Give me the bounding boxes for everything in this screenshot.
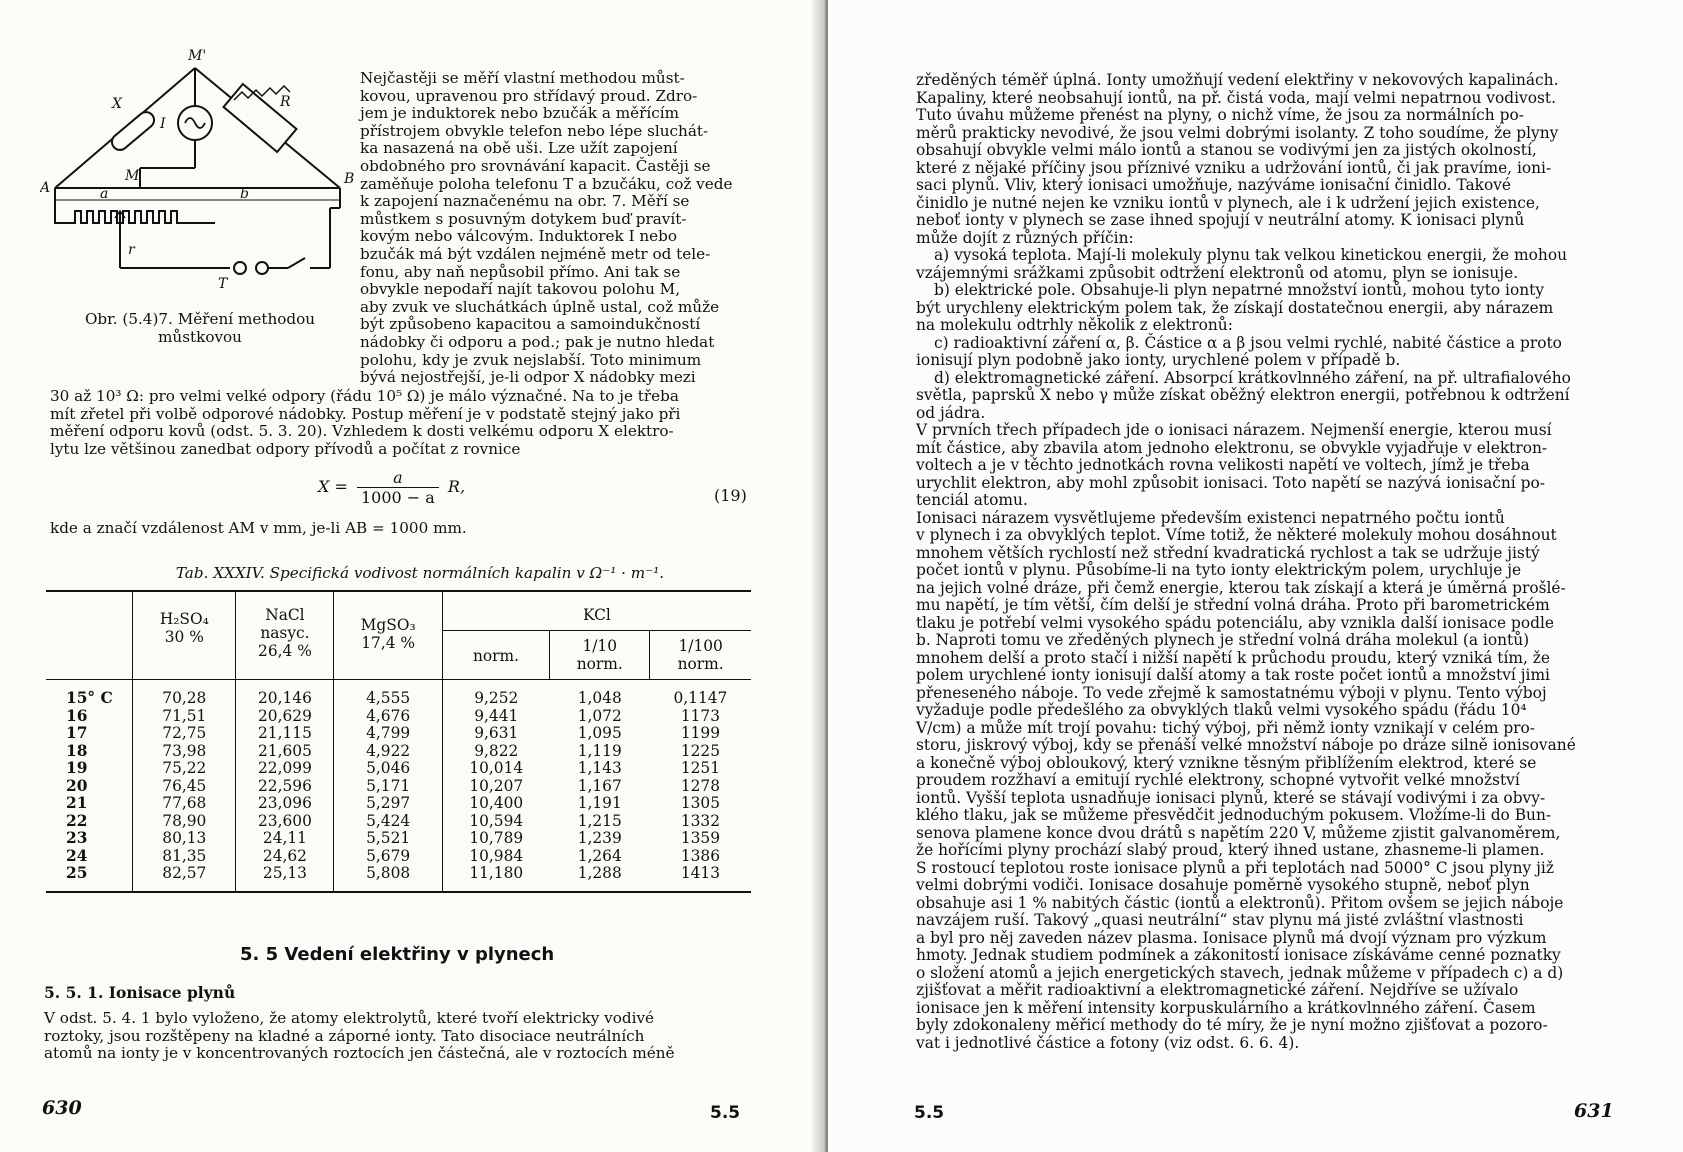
text-line: c) radioaktivní záření α, β. Částice α a β jsou velmi rychlé, nabité částice a proto — [934, 333, 1562, 352]
text-line: mnohem větších rychlostí než střední kvadratická rychlost a tak se udržuje jistý — [916, 543, 1540, 562]
label-r: R — [280, 94, 291, 110]
intro-paragraph — [360, 70, 750, 387]
section-title: 5. 5 Vedení elektřiny v plynech — [240, 944, 555, 965]
table-header-text: norm. — [576, 655, 623, 673]
right-page-text — [916, 72, 1634, 1052]
table-cell: 1,288 — [577, 864, 622, 882]
table-cell: 81,35 — [133, 848, 236, 866]
label-t: T — [218, 276, 228, 292]
table-cell: 5,424 — [334, 813, 442, 831]
table-cell: 21 — [46, 795, 133, 813]
table-cell: 22,099 — [236, 760, 334, 778]
table-header-kcl-100 — [650, 631, 751, 680]
text-line: přeneseného náboje. To vede zřejmě k samostatnému výboji v plynu. Tento výboj — [916, 683, 1547, 702]
text-line: mu napětí, je tím větší, čím delší je střední volná dráha. Proto při barometrickém — [916, 596, 1550, 614]
label-b: b — [240, 186, 249, 202]
running-section: 5.5 — [710, 1103, 741, 1123]
running-section: 5.5 — [914, 1103, 945, 1123]
text-line: b) elektrické pole. Obsahuje-li plyn nepatrné množství iontů, mohou tyto ionty — [934, 281, 1545, 299]
text-line: bývá nejostřejší, je-li odpor X nádobky mezi — [360, 368, 696, 387]
table-cell: 10,014 — [469, 759, 524, 777]
table-cell: 23,096 — [236, 795, 334, 813]
equation-number: (19) — [714, 486, 747, 505]
text-line: byly zdokonaleny měřicí methody do té míry, že je nyní možno zjišťovat a pozoro- — [916, 1016, 1548, 1034]
table-cell: 24,11 — [236, 830, 334, 848]
table-cell: 0,1147 — [673, 689, 728, 707]
table-cell: 24,62 — [236, 848, 334, 866]
table-cell: 78,90 — [133, 813, 236, 831]
table-cell: 5,808 — [334, 865, 442, 892]
label-a: a — [100, 186, 109, 202]
table-cell: 1278 — [680, 776, 720, 795]
text-line: můstkem s posuvným dotykem buď pravít- — [360, 209, 687, 228]
table-cell: 20,146 — [236, 680, 334, 708]
figure-caption — [50, 310, 350, 346]
label-x: X — [112, 96, 122, 112]
text-line: proudem rozžhaví a emitují rychlé elektrony, schopné vytvořit velké množství — [916, 771, 1520, 789]
text-line: V odst. 5. 4. 1 bylo vyloženo, že atomy elektrolytů, které tvoří elektricky vodivé — [44, 1009, 655, 1027]
table-cell: 72,75 — [133, 725, 236, 743]
text-line: storu, jiskrový výboj, kdy se přenáší velké množství náboje po dráze silně ionisované — [916, 736, 1576, 754]
text-line: Nejčastěji se měří vlastní methodou můst- — [360, 69, 685, 87]
figure-caption-line: Obr. (5.4)7. Měření methodou — [84, 310, 316, 328]
table-cell: 1,215 — [577, 811, 622, 830]
page-number: 631 — [1574, 1100, 1614, 1122]
table-cell: 1,264 — [577, 846, 622, 865]
table-cell: 70,28 — [133, 680, 236, 708]
text-line: zaměňuje poloha telefonu T a bzučáku, což vede — [360, 174, 733, 193]
table-caption: Tab. XXXIV. Specifická vodivost normálních kapalin v Ω⁻¹ · m⁻¹. — [175, 564, 665, 582]
table-cell: 22 — [46, 813, 133, 831]
table-cell: 5,679 — [334, 848, 442, 866]
text-line: může dojít z různých příčin: — [916, 228, 1134, 247]
text-line: voltech a je v těchto jednotkách rovna velikosti napětí ve voltech, jímž je třeba — [916, 456, 1530, 474]
table-cell: 18 — [46, 743, 133, 761]
table-body — [46, 680, 751, 892]
text-line: být urychleny elektrickým polem tak, že získají dostatečnou energii, aby nárazem — [916, 298, 1554, 317]
table-cell: 1,191 — [577, 794, 622, 812]
text-line: činidlo je nutné nejen ke vzniku iontů v plynech, ale i k udržení jejich existence, — [916, 193, 1540, 212]
label-m-top: M' — [188, 48, 207, 64]
text-line: počet iontů v plynu. Působíme-li na tyto ionty elektrickým polem, urychluje je — [916, 561, 1522, 579]
text-line: o složení atomů a jejich energetických stavech, jednak můžeme v případech c) a d) — [916, 963, 1564, 982]
text-line: a) vysoká teplota. Mají-li molekuly plynu tak velkou kinetickou energii, že mohou — [934, 246, 1568, 264]
table-header-temp — [46, 591, 133, 680]
text-line: jem je induktorek nebo bzučák a měřícím — [360, 104, 680, 123]
table-cell: 25 — [46, 865, 133, 892]
table-header-text: 1/10 — [582, 637, 618, 655]
text-line: neboť ionty v plynech se zase ihned spojují v neutrální atomy. K ionisaci plynů — [916, 211, 1525, 229]
text-line: Tuto úvahu můžeme přenést na plyny, o nichž víme, že jsou za normálních po- — [916, 106, 1524, 124]
text-line: mít částice, aby zbavila atom jednoho elektronu, se obvykle vyjadřuje v elektron- — [916, 438, 1548, 457]
text-line: vat i jednotlivé částice a fotony (viz odst. 6. 6. 4). — [916, 1033, 1300, 1052]
table-cell: 25,13 — [236, 865, 334, 892]
table-cell: 1305 — [680, 794, 720, 812]
table-row — [46, 813, 751, 831]
text-line: aby zvuk ve sluchátkách úplně ustal, což může — [360, 297, 720, 316]
text-line: měrů prakticky nevodivé, že jsou velmi dobrými isolanty. Z toho soudíme, že plyny — [916, 123, 1559, 142]
table-cell: 20,629 — [236, 708, 334, 726]
after-equation-text: kde a značí vzdálenost AM v mm, je-li AB = 1000 mm. — [50, 519, 467, 537]
table-cell: 1332 — [680, 811, 720, 830]
text-line: ionisují plyn podobně jako ionty, urychlené polem v případě b. — [916, 351, 1401, 369]
equation-numerator: a — [357, 468, 439, 488]
table-cell: 1386 — [680, 846, 720, 865]
table-cell: 1,239 — [577, 829, 622, 847]
label-i: I — [160, 116, 166, 132]
table-row — [46, 680, 751, 708]
right-page — [828, 0, 1683, 1152]
table-cell: 10,594 — [469, 811, 524, 830]
text-line: tlaku je potřebí velmi vysokého spádu potenciálu, aby vznikla další ionisace podle — [916, 613, 1555, 632]
text-line: S rostoucí teplotou roste ionisace plynů a při teplotách nad 5000° C jsou plyny již — [916, 858, 1554, 877]
table-header-nacl — [236, 591, 334, 680]
table-cell: 16 — [46, 708, 133, 726]
text-line: V/cm) a může mít trojí povahu: tichý výboj, při němž ionty vznikají v celém pro- — [916, 718, 1536, 737]
text-line: hmoty. Jednak studiem podmínek a zákonitostí ionisace získáváme cenné poznatky — [916, 946, 1561, 964]
table-cell: 1173 — [680, 706, 720, 725]
table-header-kcl-10 — [550, 631, 650, 680]
left-page — [0, 0, 826, 1152]
table-cell: 82,57 — [133, 865, 236, 892]
table-row — [46, 795, 751, 813]
text-line: nádobky či odporu a pod.; pak je nutno hledat — [360, 332, 715, 351]
equation-19 — [318, 468, 465, 507]
table-cell: 4,555 — [334, 680, 442, 708]
table-cell: 10,207 — [469, 776, 524, 795]
table-row — [46, 743, 751, 761]
table-header-text: MgSO₃ — [360, 616, 416, 634]
table-cell: 5,171 — [334, 778, 442, 796]
text-line: obdobného pro srovnávání kapacit. Častěji se — [360, 156, 711, 175]
label-m: M — [125, 168, 140, 184]
text-line: ka nasazená na obě uši. Lze užít zapojení — [360, 139, 678, 158]
text-line: obvykle nepodaří najít takovou polohu M, — [360, 280, 681, 299]
text-line: lytu lze většinou zanedbat odpory přívodů a počítat z rovnice — [50, 439, 521, 458]
text-line: d) elektromagnetické záření. Absorpcí krátkovlnného záření, na př. ultrafialového — [934, 368, 1571, 387]
table-cell: 4,676 — [334, 708, 442, 726]
text-line: vzájemnými srážkami způsobit odtržení elektronů od atomu, plyn se ionisuje. — [916, 263, 1519, 282]
table-cell: 1225 — [680, 741, 720, 760]
table-row — [46, 725, 751, 743]
table-cell: 1,143 — [577, 759, 622, 777]
table-header-h2so4 — [133, 591, 236, 680]
text-line: senova plamene konce dvou drátů s napětím 220 V, můžeme zjistit galvanoměrem, — [916, 823, 1561, 842]
equation-denominator: 1000 − a — [360, 488, 435, 507]
text-line: Kapaliny, které neobsahují iontů, na př. čistá voda, mají velmi nepatrnou vodivost. — [916, 88, 1556, 107]
table-cell: 23 — [46, 830, 133, 848]
table-header-kcl-norm: norm. — [442, 631, 549, 680]
text-line: velmi dobrými vodiči. Ionisace dosahuje poměrně vysokého stupně, neboť plyn — [916, 876, 1530, 894]
text-line: k zapojení naznačenému na obr. 7. Měří se — [360, 192, 690, 211]
text-line: světla, paprsků X nebo γ může získat oběžný elektron energii, potřebnou k odtržení — [916, 386, 1570, 404]
table-cell: 76,45 — [133, 778, 236, 796]
table-header-text: H₂SO₄ — [159, 610, 209, 628]
text-line: saci plynů. Vliv, který ionisaci umožňuje, nazýváme ionisační činidlo. Takové — [916, 176, 1512, 194]
section-paragraph — [44, 1010, 750, 1063]
text-line: na molekulu odtrhly několik z elektronů: — [916, 316, 1233, 334]
text-line: že hořícími plyny prochází slabý proud, který ihned ustane, zhasneme-li plamen. — [916, 841, 1545, 859]
table-cell: 9,631 — [474, 724, 519, 742]
table-cell: 20 — [46, 778, 133, 796]
text-line: polem urychlené ionty ionisují další atomy a tak roste počet iontů a množství jimi — [916, 666, 1550, 684]
table-row — [46, 848, 751, 866]
text-line: kovou, upravenou pro střídavý proud. Zdro- — [360, 86, 698, 105]
table-cell: 4,922 — [334, 743, 442, 761]
table-cell: 15° C — [46, 680, 133, 708]
text-line: měření odporu kovů (odst. 5. 3. 20). Vzhledem k dosti velkému odporu X elektro- — [50, 422, 674, 441]
table-cell: 77,68 — [133, 795, 236, 813]
text-line: fonu, aby naň nepůsobil přímo. Ani tak se — [360, 262, 681, 281]
table-cell: 73,98 — [133, 743, 236, 761]
label-r-small: r — [128, 242, 135, 258]
text-line: iontů. Vyšší teplota usnadňuje ionisaci plynů, které se stávají vodivými i za obvy- — [916, 788, 1546, 807]
full-width-paragraph — [50, 388, 750, 458]
table-row — [46, 778, 751, 796]
text-line: být způsobeno kapacitou a samoindukčností — [360, 315, 701, 334]
text-line: zředěných téměř úplná. Ionty umožňují vedení elektřiny v nekovových kapalinách. — [916, 71, 1559, 89]
text-line: 30 až 10³ Ω: pro velmi velké odpory (řádu 10⁵ Ω) je málo význačné. Na to je třeba — [50, 387, 679, 405]
table-cell: 21,115 — [236, 725, 334, 743]
text-line: polohu, kdy je zvuk nejslabší. Toto minimum — [360, 350, 702, 369]
text-line: obsahuje asi 1 % nabitých částic (iontů a elektronů). Přitom ovšem se jejich náboje — [916, 893, 1564, 912]
text-line: v plynech i za obvyklých teplot. Víme totiž, že některé molekuly mohou dosáhnout — [916, 526, 1557, 544]
table-cell: 24 — [46, 848, 133, 866]
text-line: roztoky, jsou rozštěpeny na kladné a záporné ionty. Tato disociace neutrálních — [44, 1026, 645, 1045]
table-cell: 9,252 — [474, 689, 519, 707]
table-cell: 80,13 — [133, 830, 236, 848]
text-line: a konečně výboj obloukový, který vznikne těsným přiblížením elektrod, které se — [916, 753, 1537, 772]
table-cell: 1359 — [680, 829, 720, 847]
equation-fraction — [357, 468, 439, 507]
text-line: zjišťovat a měřit radioaktivní a elektromagnetické záření. Nejdříve se užívalo — [916, 981, 1519, 999]
text-line: a byl pro něj zaveden název plasma. Ionisace plynů má dvojí význam pro výzkum — [916, 928, 1547, 947]
table-row — [46, 865, 751, 892]
table-header-text: 17,4 % — [361, 634, 416, 652]
subsection-title: 5. 5. 1. Ionisace plynů — [44, 983, 236, 1002]
text-line: navzájem ruší. Takový „quasi neutrální“ stav plynu má jisté zvláštní vlastnosti — [916, 911, 1524, 929]
text-line: mít zřetel při volbě odporové nádobky. Postup měření je v podstatě stejný jako při — [50, 404, 681, 423]
page-number: 630 — [42, 1097, 82, 1119]
table-cell: 4,799 — [334, 725, 442, 743]
table-cell: 75,22 — [133, 760, 236, 778]
table-cell: 1413 — [680, 864, 720, 882]
table-header-text: 1/100 — [678, 637, 723, 655]
table-header-text: 30 % — [164, 628, 204, 646]
text-line: urychlit elektron, aby mohl způsobit ionisaci. Toto napětí se nazývá ionisační po- — [916, 473, 1545, 492]
table-cell: 1251 — [680, 759, 720, 777]
text-line: od jádra. — [916, 403, 986, 422]
conductivity-table — [46, 590, 751, 893]
table-cell: 17 — [46, 725, 133, 743]
table-cell: 21,605 — [236, 743, 334, 761]
text-line: obsahují obvykle velmi málo iontů a stanou se vodivými jen za jistých okolností, — [916, 141, 1537, 159]
table-cell: 1,095 — [577, 724, 622, 742]
table-header-text: 26,4 % — [258, 642, 312, 660]
table-header-kcl: KCl — [442, 591, 751, 631]
table-row — [46, 708, 751, 726]
table-header-text: nasyc. — [260, 624, 310, 642]
table-row — [46, 760, 751, 778]
table-cell: 11,180 — [469, 864, 524, 882]
table-cell: 1199 — [680, 724, 720, 742]
table-cell: 71,51 — [133, 708, 236, 726]
table-cell: 9,441 — [474, 706, 519, 725]
text-line: Ionisaci nárazem vysvětlujeme především existenci nepatrného počtu iontů — [916, 508, 1505, 527]
table-cell: 10,789 — [469, 829, 524, 847]
text-line: přístrojem obvykle telefon nebo lépe sluchát- — [360, 121, 709, 140]
text-line: kovým nebo válcovým. Induktorek I nebo — [360, 227, 678, 246]
text-line: vyžaduje podle předešlého za obvyklých tlaků velmi vysokého spádu (řádu 10⁴ — [916, 701, 1527, 719]
text-line: klého tlaku, jak se můžeme přesvědčit jednoduchým pokusem. Vložíme-li do Bun- — [916, 806, 1552, 824]
text-line: bzučák má být vzdálen nejméně metr od tele- — [360, 244, 711, 263]
bridge-circuit-figure — [40, 48, 360, 293]
table-cell: 19 — [46, 760, 133, 778]
table-header-text: NaCl — [265, 606, 305, 624]
text-line: atomů na ionty je v koncentrovaných roztocích jen částečná, ale v roztocích méně — [44, 1044, 675, 1063]
table-cell: 10,400 — [469, 794, 524, 812]
table-cell: 10,984 — [469, 846, 524, 865]
text-line: ionisace jen k měření intensity korpuskulárního a krátkovlnného záření. Časem — [916, 998, 1536, 1017]
text-line: které z nějaké příčiny jsou příznivé vzniku a udržování iontů, či jak pravíme, ioni- — [916, 158, 1552, 177]
text-line: b. Naproti tomu ve zředěných plynech je střední volná dráha molekul (a iontů) — [916, 631, 1530, 649]
text-line: tenciál atomu. — [916, 491, 1028, 509]
text-line: na jejich volné dráze, při čemž energie, kterou tak získají a která je úměrná prošlé- — [916, 578, 1566, 597]
table-cell: 5,297 — [334, 795, 442, 813]
text-line: V prvních třech případech jde o ionisaci nárazem. Nejmenší energie, kterou musí — [916, 421, 1552, 439]
table-cell: 9,822 — [474, 741, 519, 760]
table-cell: 5,521 — [334, 830, 442, 848]
table-cell: 23,600 — [236, 813, 334, 831]
table-header-mgso4 — [334, 591, 442, 680]
figure-caption-line: můstkovou — [158, 328, 242, 346]
text-line: mnohem delší a proto stačí i nižší napětí k průchodu proudu, který vzniká tím, že — [916, 648, 1550, 667]
table-header-text: norm. — [677, 655, 724, 673]
equation-rhs: R, — [447, 477, 466, 496]
table-cell: 1,072 — [577, 706, 622, 725]
table-row — [46, 830, 751, 848]
table-cell: 22,596 — [236, 778, 334, 796]
equation-lhs: X = — [318, 477, 348, 496]
label-b-node: B — [344, 171, 355, 187]
table-cell: 1,119 — [577, 741, 622, 760]
table-cell: 1,167 — [577, 776, 622, 795]
label-a-node: A — [40, 180, 51, 196]
table-cell: 1,048 — [577, 689, 622, 707]
table-cell: 5,046 — [334, 760, 442, 778]
